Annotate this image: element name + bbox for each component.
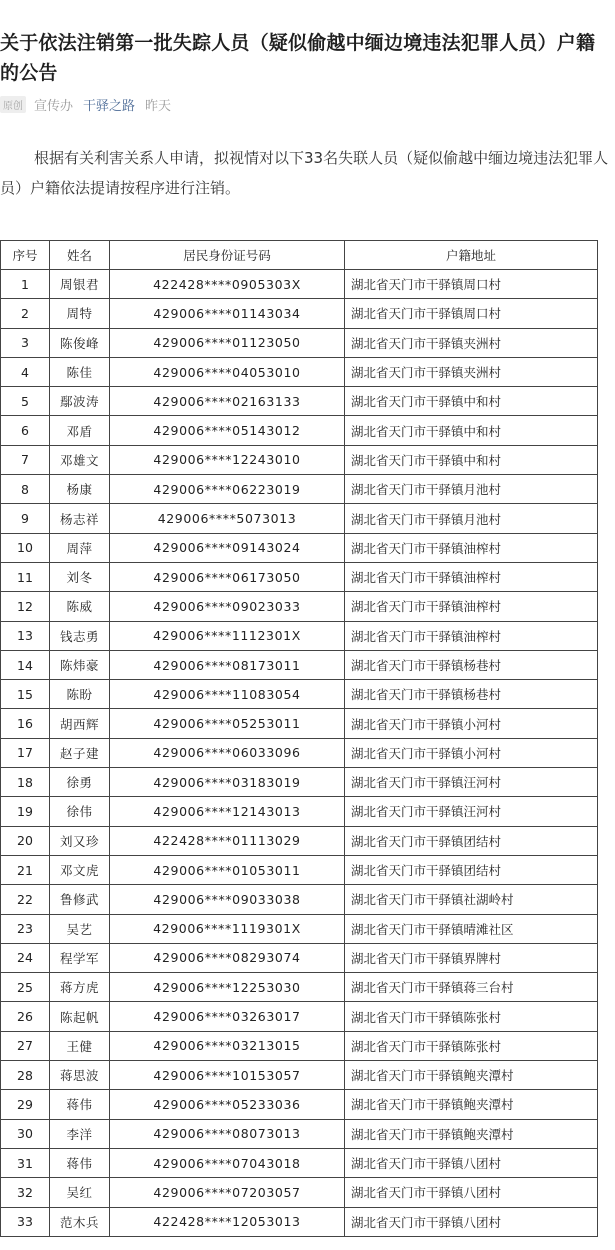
row-index: 9 [1, 504, 50, 533]
publish-time: 昨天 [145, 98, 172, 114]
household-address: 湖北省天门市干驿镇陈张村 [345, 1002, 598, 1031]
id-number: 429006****04053010 [110, 357, 345, 386]
table-row [1, 1031, 598, 1060]
header-index: 序号 [1, 241, 50, 270]
household-address: 湖北省天门市干驿镇夹洲村 [345, 357, 598, 386]
person-name: 吴红 [50, 1178, 110, 1207]
roster-table [0, 240, 598, 1237]
row-index: 5 [1, 387, 50, 416]
person-name: 陈俊峰 [50, 328, 110, 357]
person-name: 王健 [50, 1031, 110, 1060]
row-index: 26 [1, 1002, 50, 1031]
person-name: 鄢波涛 [50, 387, 110, 416]
household-address: 湖北省天门市干驿镇周口村 [345, 299, 598, 328]
table-row [1, 445, 598, 474]
id-number: 429006****03183019 [110, 768, 345, 797]
id-number: 429006****03263017 [110, 1002, 345, 1031]
person-name: 李洋 [50, 1119, 110, 1148]
person-name: 陈炜豪 [50, 650, 110, 679]
table-row [1, 1148, 598, 1177]
household-address: 湖北省天门市干驿镇小河村 [345, 738, 598, 767]
table-row [1, 885, 598, 914]
id-number: 429006****08173011 [110, 650, 345, 679]
id-number: 429006****06033096 [110, 738, 345, 767]
household-address: 湖北省天门市干驿镇夹洲村 [345, 328, 598, 357]
row-index: 23 [1, 914, 50, 943]
id-number: 429006****09033038 [110, 885, 345, 914]
household-address: 湖北省天门市干驿镇晴滩社区 [345, 914, 598, 943]
person-name: 陈起帆 [50, 1002, 110, 1031]
id-number: 422428****0905303X [110, 270, 345, 299]
row-index: 4 [1, 357, 50, 386]
person-name: 陈威 [50, 592, 110, 621]
person-name: 钱志勇 [50, 621, 110, 650]
id-number: 429006****05253011 [110, 709, 345, 738]
table-row [1, 270, 598, 299]
table-row [1, 650, 598, 679]
person-name: 蒋伟 [50, 1148, 110, 1177]
table-row [1, 562, 598, 591]
header-name: 姓名 [50, 241, 110, 270]
row-index: 18 [1, 768, 50, 797]
person-name: 胡西辉 [50, 709, 110, 738]
household-address: 湖北省天门市干驿镇杨巷村 [345, 680, 598, 709]
household-address: 湖北省天门市干驿镇油榨村 [345, 533, 598, 562]
household-address: 湖北省天门市干驿镇中和村 [345, 445, 598, 474]
id-number: 429006****06173050 [110, 562, 345, 591]
row-index: 12 [1, 592, 50, 621]
household-address: 湖北省天门市干驿镇鲍夹潭村 [345, 1090, 598, 1119]
household-address: 湖北省天门市干驿镇八团村 [345, 1148, 598, 1177]
household-address: 湖北省天门市干驿镇鲍夹潭村 [345, 1119, 598, 1148]
person-name: 邓文虎 [50, 855, 110, 884]
table-row [1, 914, 598, 943]
household-address: 湖北省天门市干驿镇杨巷村 [345, 650, 598, 679]
id-number: 429006****08293074 [110, 943, 345, 972]
household-address: 湖北省天门市干驿镇汪河村 [345, 797, 598, 826]
roster-body [1, 270, 598, 1237]
table-row [1, 533, 598, 562]
id-number: 429006****12143013 [110, 797, 345, 826]
article-source: 宣传办 [34, 98, 74, 114]
household-address: 湖北省天门市干驿镇月池村 [345, 475, 598, 504]
person-name: 邓雄文 [50, 445, 110, 474]
row-index: 15 [1, 680, 50, 709]
person-name: 蒋思波 [50, 1061, 110, 1090]
person-name: 陈盼 [50, 680, 110, 709]
row-index: 2 [1, 299, 50, 328]
household-address: 湖北省天门市干驿镇鲍夹潭村 [345, 1061, 598, 1090]
row-index: 13 [1, 621, 50, 650]
household-address: 湖北省天门市干驿镇小河村 [345, 709, 598, 738]
table-row [1, 1090, 598, 1119]
household-address: 湖北省天门市干驿镇社湖岭村 [345, 885, 598, 914]
person-name: 蒋方虎 [50, 973, 110, 1002]
table-row [1, 680, 598, 709]
person-name: 蒋伟 [50, 1090, 110, 1119]
id-number: 422428****01113029 [110, 826, 345, 855]
row-index: 3 [1, 328, 50, 357]
id-number: 429006****09023033 [110, 592, 345, 621]
row-index: 31 [1, 1148, 50, 1177]
household-address: 湖北省天门市干驿镇团结村 [345, 855, 598, 884]
row-index: 11 [1, 562, 50, 591]
account-link[interactable]: 干驿之路 [83, 98, 136, 114]
household-address: 湖北省天门市干驿镇八团村 [345, 1207, 598, 1236]
table-row [1, 475, 598, 504]
person-name: 邓盾 [50, 416, 110, 445]
row-index: 14 [1, 650, 50, 679]
row-index: 16 [1, 709, 50, 738]
table-row [1, 1002, 598, 1031]
table-row [1, 328, 598, 357]
id-number: 429006****06223019 [110, 475, 345, 504]
household-address: 湖北省天门市干驿镇周口村 [345, 270, 598, 299]
row-index: 32 [1, 1178, 50, 1207]
id-number: 429006****1119301X [110, 914, 345, 943]
id-number: 429006****12243010 [110, 445, 345, 474]
row-index: 8 [1, 475, 50, 504]
household-address: 湖北省天门市干驿镇油榨村 [345, 592, 598, 621]
table-row [1, 504, 598, 533]
table-row [1, 357, 598, 386]
household-address: 湖北省天门市干驿镇界牌村 [345, 943, 598, 972]
table-row [1, 973, 598, 1002]
article-title: 关于依法注销第一批失踪人员（疑似偷越中缅边境违法犯罪人员）户籍的公告 [0, 32, 596, 84]
table-header-row [1, 241, 598, 270]
row-index: 28 [1, 1061, 50, 1090]
article-meta [0, 94, 171, 114]
row-index: 10 [1, 533, 50, 562]
id-number: 429006****05233036 [110, 1090, 345, 1119]
header-address: 户籍地址 [345, 241, 598, 270]
table-row [1, 299, 598, 328]
household-address: 湖北省天门市干驿镇中和村 [345, 387, 598, 416]
id-number: 429006****5073013 [110, 504, 345, 533]
table-row [1, 1207, 598, 1236]
household-address: 湖北省天门市干驿镇中和村 [345, 416, 598, 445]
id-number: 429006****01143034 [110, 299, 345, 328]
person-name: 陈佳 [50, 357, 110, 386]
row-index: 1 [1, 270, 50, 299]
row-index: 27 [1, 1031, 50, 1060]
person-name: 范木兵 [50, 1207, 110, 1236]
row-index: 21 [1, 855, 50, 884]
id-number: 429006****1112301X [110, 621, 345, 650]
person-name: 周萍 [50, 533, 110, 562]
id-number: 429006****11083054 [110, 680, 345, 709]
id-number: 429006****10153057 [110, 1061, 345, 1090]
table-row [1, 387, 598, 416]
person-name: 刘冬 [50, 562, 110, 591]
household-address: 湖北省天门市干驿镇团结村 [345, 826, 598, 855]
row-index: 19 [1, 797, 50, 826]
row-index: 22 [1, 885, 50, 914]
id-number: 429006****09143024 [110, 533, 345, 562]
original-tag: 原创 [0, 96, 26, 113]
household-address: 湖北省天门市干驿镇油榨村 [345, 562, 598, 591]
id-number: 429006****12253030 [110, 973, 345, 1002]
table-row [1, 855, 598, 884]
intro-paragraph: 根据有关利害关系人申请，拟视情对以下33名失联人员（疑似偷越中缅边境违法犯罪人员）户籍依法提请按程序进行注销。 [0, 149, 609, 197]
household-address: 湖北省天门市干驿镇汪河村 [345, 768, 598, 797]
id-number: 429006****03213015 [110, 1031, 345, 1060]
person-name: 鲁修武 [50, 885, 110, 914]
person-name: 刘又珍 [50, 826, 110, 855]
table-row [1, 1178, 598, 1207]
id-number: 422428****12053013 [110, 1207, 345, 1236]
table-row [1, 621, 598, 650]
household-address: 湖北省天门市干驿镇八团村 [345, 1178, 598, 1207]
person-name: 程学军 [50, 943, 110, 972]
table-row [1, 592, 598, 621]
table-row [1, 943, 598, 972]
person-name: 杨志祥 [50, 504, 110, 533]
id-number: 429006****05143012 [110, 416, 345, 445]
person-name: 杨康 [50, 475, 110, 504]
person-name: 赵子建 [50, 738, 110, 767]
id-number: 429006****02163133 [110, 387, 345, 416]
person-name: 周特 [50, 299, 110, 328]
table-row [1, 416, 598, 445]
row-index: 30 [1, 1119, 50, 1148]
person-name: 吴艺 [50, 914, 110, 943]
household-address: 湖北省天门市干驿镇蒋三台村 [345, 973, 598, 1002]
id-number: 429006****01123050 [110, 328, 345, 357]
row-index: 17 [1, 738, 50, 767]
row-index: 24 [1, 943, 50, 972]
table-row [1, 738, 598, 767]
household-address: 湖北省天门市干驿镇陈张村 [345, 1031, 598, 1060]
household-address: 湖北省天门市干驿镇油榨村 [345, 621, 598, 650]
header-id-number: 居民身份证号码 [110, 241, 345, 270]
household-address: 湖北省天门市干驿镇月池村 [345, 504, 598, 533]
table-row [1, 826, 598, 855]
table-row [1, 797, 598, 826]
id-number: 429006****01053011 [110, 855, 345, 884]
table-row [1, 768, 598, 797]
row-index: 6 [1, 416, 50, 445]
table-row [1, 709, 598, 738]
person-name: 周银君 [50, 270, 110, 299]
row-index: 20 [1, 826, 50, 855]
row-index: 33 [1, 1207, 50, 1236]
row-index: 25 [1, 973, 50, 1002]
id-number: 429006****07043018 [110, 1148, 345, 1177]
id-number: 429006****08073013 [110, 1119, 345, 1148]
table-row [1, 1119, 598, 1148]
table-row [1, 1061, 598, 1090]
row-index: 7 [1, 445, 50, 474]
person-name: 徐勇 [50, 768, 110, 797]
person-name: 徐伟 [50, 797, 110, 826]
id-number: 429006****07203057 [110, 1178, 345, 1207]
row-index: 29 [1, 1090, 50, 1119]
